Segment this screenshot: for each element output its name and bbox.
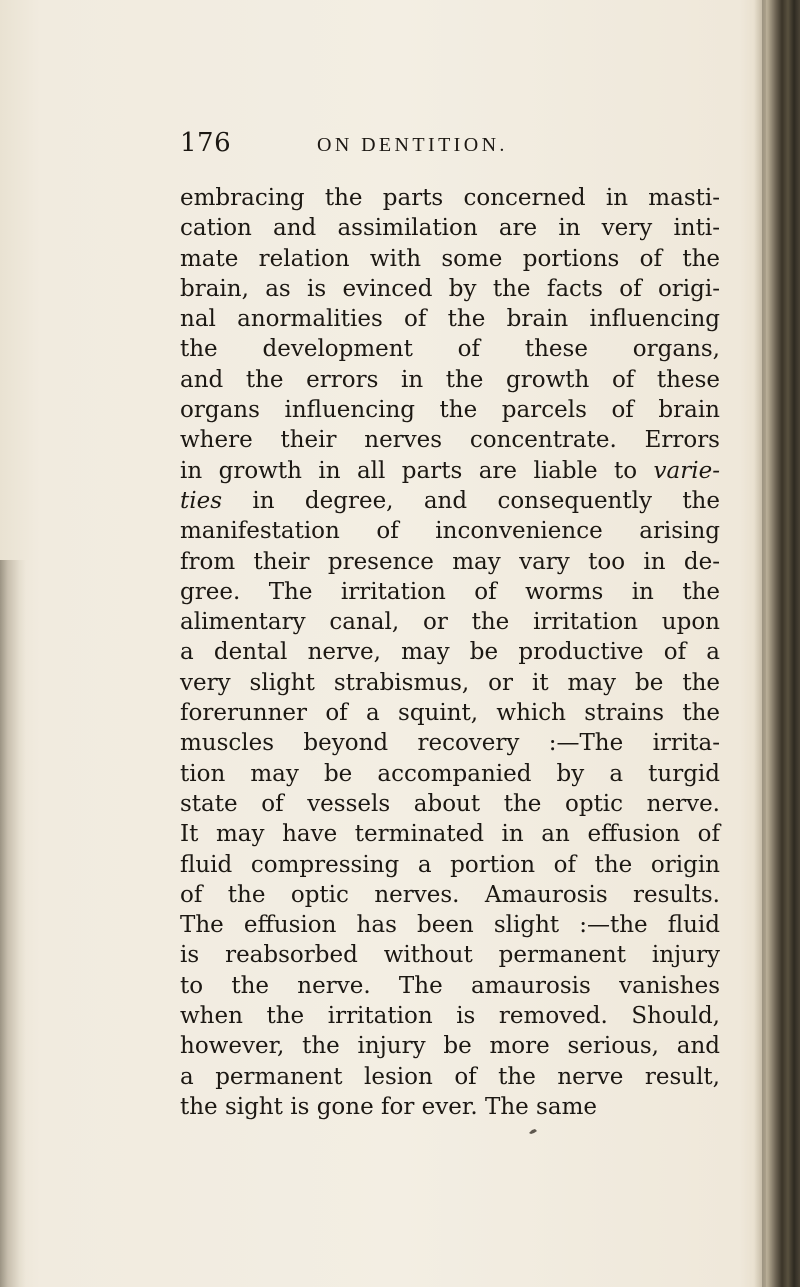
body-text (180, 183, 720, 1122)
page-gutter-shadow (0, 560, 26, 1287)
text-line: alimentary canal, or the irritation upon (180, 609, 720, 636)
text-line-with-italic (180, 456, 720, 486)
text-line: fluid compressing a portion of the origin (180, 851, 720, 878)
text-line: gree. The irritation of worms in the (180, 578, 720, 605)
text-line: where their nerves concentrate. Errors (180, 427, 720, 454)
text-line: is reabsorbed without permanent injury (180, 942, 720, 969)
text-line: cation and assimilation are in very inti- (180, 215, 720, 242)
page-edge (754, 0, 800, 1287)
text-line: The effusion has been slight :—the fluid (180, 912, 720, 939)
italic-text: varie- (653, 457, 720, 484)
text-line: forerunner of a squint, which strains the (180, 700, 720, 727)
text-line: It may have terminated in an effusion of (180, 821, 720, 848)
text-line: the development of these organs, (180, 336, 720, 363)
text-line: to the nerve. The amaurosis vanishes (180, 972, 720, 999)
text-line: from their presence may vary too in de- (180, 548, 720, 575)
italic-text: ties (180, 487, 223, 514)
text-line: when the irritation is removed. Should, (180, 1003, 720, 1030)
text-line: of the optic nerves. Amaurosis results. (180, 881, 720, 908)
text-line: nal anormalities of the brain influencing (180, 306, 720, 333)
text-line: state of vessels about the optic nerve. (180, 790, 720, 817)
ink-speck-icon (528, 1128, 538, 1135)
page-header (180, 128, 720, 168)
text-line: manifestation of inconvenience arising (180, 518, 720, 545)
text-line: a dental nerve, may be productive of a (180, 639, 720, 666)
text-line-with-italic (180, 486, 720, 516)
text-segment: in degree, and consequently the (252, 487, 720, 514)
running-title: ON DENTITION. (317, 134, 508, 156)
text-segment: in growth in all parts are liable to (180, 457, 638, 484)
text-line: muscles beyond recovery :—The irrita- (180, 730, 720, 757)
text-line: however, the injury be more serious, and (180, 1033, 720, 1060)
text-line: organs influencing the parcels of brain (180, 397, 720, 424)
text-line: embracing the parts concerned in masti- (180, 185, 720, 211)
text-line: and the errors in the growth of these (180, 366, 720, 393)
text-line: brain, as is evinced by the facts of origi- (180, 275, 720, 302)
text-line: the sight is gone for ever. The same (180, 1093, 597, 1120)
text-line: a permanent lesion of the nerve result, (180, 1063, 720, 1090)
text-line: very slight strabismus, or it may be the (180, 669, 720, 696)
text-line: mate relation with some portions of the (180, 245, 720, 272)
text-line: tion may be accompanied by a turgid (180, 760, 720, 787)
page-number: 176 (180, 128, 232, 158)
